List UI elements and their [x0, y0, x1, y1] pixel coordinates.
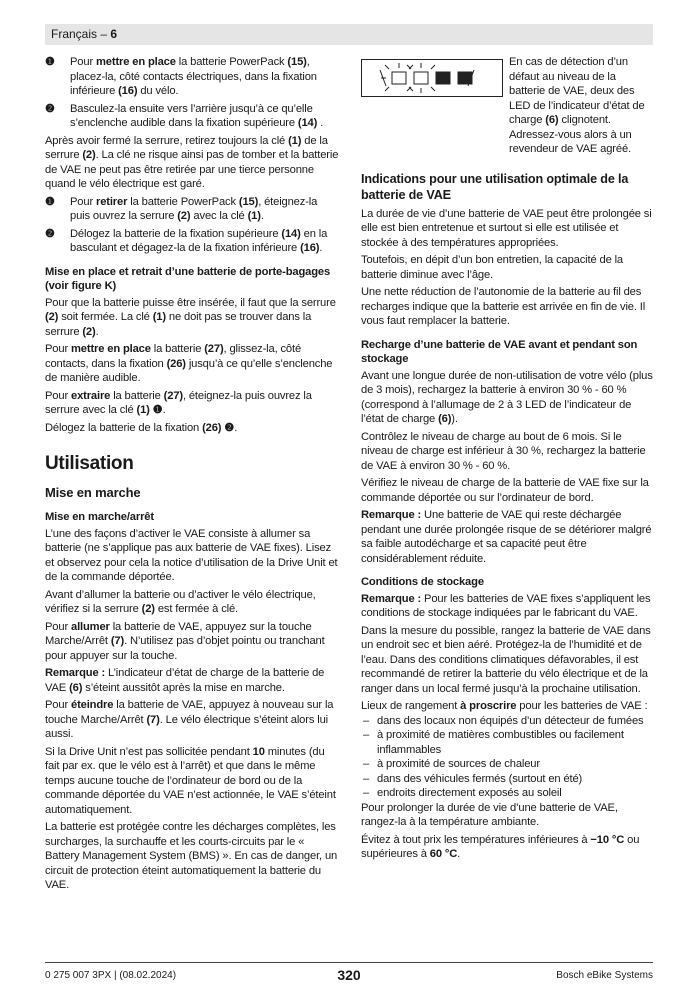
onoff-paragraph-3 [45, 620, 340, 664]
led-remark-text [509, 55, 653, 157]
text: Pour [70, 195, 96, 208]
bold-text: (2) [82, 149, 96, 161]
text: ou supérieures à [361, 833, 640, 860]
text: en la basculant et dégagez-la de la fixation inférieure [70, 227, 328, 254]
onoff-paragraph-5 [45, 698, 340, 742]
text: , éteignez-la puis ouvrez la serrure avec la clé [45, 389, 312, 416]
left-column [45, 55, 340, 896]
dash-bullet: – [363, 772, 370, 785]
step-insert-1 [45, 55, 340, 99]
text: , éteignez-la puis ouvrez la serrure [70, 195, 318, 222]
battery-led-indicator-icon [361, 59, 503, 97]
text: la batterie de VAE, appuyez à nouveau sur la touche Marche/Arrêt [45, 699, 334, 726]
bold-text: (6) [438, 413, 452, 425]
text: . [95, 325, 99, 338]
text: . N’utilisez pas d’objet pointu ou tranchant pour appuyer sur la touche. [45, 635, 325, 662]
bold-text: (16) [118, 85, 138, 97]
optimal-use-heading: Indications pour une utilisation optimale de la batterie de VAE [361, 171, 629, 202]
bold-text: (2) [82, 325, 96, 338]
text: Après avoir fermé la serrure, retirez toujours la clé [45, 134, 289, 147]
text: Une batterie de VAE qui reste déchargée pendant une durée prolongée risque de se détériorer malgré sa faible autodécharge et sa capacité peut être considérablement réduite. [361, 509, 652, 565]
onoff-paragraph-4 [45, 666, 340, 695]
header-separator: – [97, 27, 111, 41]
bold-text: (2) [141, 603, 155, 615]
step-number: ❶ [45, 195, 55, 208]
bold-text: retirer [96, 195, 128, 208]
page-footer [45, 968, 653, 986]
charge-paragraph-4 [361, 508, 653, 566]
text: ). [451, 413, 458, 425]
dash-bullet: – [363, 729, 370, 741]
text: Pour [45, 620, 71, 633]
bold-text: allumer [71, 620, 110, 633]
step-number: ❷ [45, 227, 55, 240]
text: . [260, 210, 264, 222]
bold-text: (15) [238, 195, 259, 208]
text: Pour [70, 56, 96, 68]
text: , glissez-la, côté contacts, dans la fixation [45, 343, 302, 370]
text: Si la Drive Unit n’est pas sollicitée pendant [45, 745, 253, 758]
charge-paragraph-3: Vérifiez le niveau de charge de la batterie de VAE fixe sur la commande déportée ou sur l’ordinateur de bord. [361, 477, 649, 504]
dash-bullet: – [363, 714, 370, 727]
right-column [361, 55, 653, 865]
step-number: ❶ [45, 56, 55, 68]
list-item-text: à proximité de sources de chaleur [377, 758, 540, 770]
step-remove-1 [45, 195, 340, 224]
bold-text: Remarque : [361, 509, 422, 521]
bold-text: extraire [71, 389, 111, 402]
text: pour les batteries de VAE : [516, 700, 648, 712]
bold-text: mettre en place [71, 343, 151, 355]
footer-doc-id: 0 275 007 3PX | (08.02.2024) [45, 970, 177, 981]
carrier-paragraph-4 [45, 421, 340, 436]
dash-bullet: – [363, 758, 370, 770]
bold-text: 60 °C [429, 848, 458, 860]
list-item [361, 714, 653, 729]
text: la batterie [150, 343, 205, 355]
section-title: Utilisation [45, 453, 134, 474]
text: la batterie de VAE, appuyez sur la touche Marche/Arrêt [45, 620, 312, 647]
text: la batterie PowerPack [175, 56, 288, 68]
optimal-paragraph-1: La durée de vie d’une batterie de VAE peut être prolongée si elle est bien entretenue et surtout si elle est utilisée et stockée à des températures appropriées. [361, 207, 652, 249]
text: , placez-la, côté contacts électriques, dans la fixation inférieure [70, 56, 317, 97]
bold-text: à proscrire [460, 700, 517, 712]
bold-text: (1) ❶ [136, 404, 163, 416]
text: s’éteint aussitôt après la mise en marche. [82, 681, 285, 694]
text: jusqu’à ce qu’elle s’enclenche de manière audible. [45, 357, 333, 384]
bold-text: 10 [252, 745, 265, 758]
text: avec la clé [190, 210, 248, 222]
storage-paragraph-3 [361, 699, 653, 714]
carrier-heading: Mise en place et retrait d’une batterie de porte-bagages (voir figure K) [45, 265, 331, 292]
subsection-title: Mise en marche [45, 485, 141, 500]
optimal-paragraph-3: Une nette réduction de l’autonomie de la batterie au fil des recharges indique que la batterie est arrivée en fin de vie. Il vous faut remplacer la batterie. [361, 286, 646, 327]
charge-heading: Recharge d’une batterie de VAE avant et pendant son stockage [361, 338, 638, 365]
onoff-heading: Mise en marche/arrêt [45, 511, 154, 523]
charge-paragraph-2: Contrôlez le niveau de charge au bout de 6 mois. Si le niveau de charge est inférieur à 30 %, rechargez la batterie de VAE à environ 30 % - 60 %. [361, 430, 646, 472]
bold-text: −10 °C [590, 833, 625, 846]
storage-heading: Conditions de stockage [361, 576, 484, 588]
footer-rule [45, 962, 653, 963]
list-item-text: à proximité de matières combustibles ou facilement inflammables [377, 729, 624, 756]
bold-text: (1) [288, 134, 302, 147]
carrier-paragraph-2 [45, 342, 340, 386]
list-item-text: dans des locaux non équipés d’un détecteur de fumées [377, 714, 644, 727]
storage-list [361, 714, 653, 801]
bold-text: éteindre [71, 699, 114, 711]
onoff-paragraph-1: L’une des façons d’activer le VAE consiste à allumer sa batterie (ne s’applique pas aux batterie de VAE fixes). Lisez et observez pour cela la notice d’utilisation de la Drive Unit et de la commande déportée. [45, 527, 338, 583]
text: ne doit pas se trouver dans la serrure [45, 311, 312, 338]
carrier-paragraph-1 [45, 296, 340, 340]
bold-text: (1) [152, 311, 166, 323]
text: Pour les batteries de VAE fixes s’appliquent les conditions de stockage indiquées par le fabricant du VAE. [361, 592, 651, 619]
led-remark [361, 55, 653, 157]
bold-text: (6) [545, 114, 559, 126]
text: . La clé ne risque ainsi pas de tomber et la batterie de VAE ne peut pas être retirée par une tierce personne quand le vélo électrique est garé. [45, 149, 339, 190]
bold-text: (7) [110, 635, 125, 647]
storage-paragraph-2: Dans la mesure du possible, rangez la batterie de VAE dans un endroit sec et bien aéré. Protégez-la de l’humidité et de l’eau. Dans des conditions climatiques défavorables, il est recommandé de retirer la batterie du vélo électrique et de la ranger dans un local fermé jusqu’à la prochaine utilisation. [361, 624, 651, 695]
list-item-text: dans des véhicules fermés (surtout en été) [377, 772, 583, 785]
text: minutes (du fait par ex. que le vélo est à l’arrêt) et que dans le même temps aucune touche de l’ordinateur de bord ou de la commande déportée du VAE n’est actionnée, le VAE s’éteint automatiquement. [45, 745, 336, 816]
carrier-paragraph-3 [45, 389, 340, 418]
bold-text: Remarque : [361, 592, 422, 605]
onoff-paragraph-7: La batterie est protégée contre les décharges complètes, les surcharges, la surchauffe et les courts-circuits par le « Battery Management System (BMS) ». En cas de danger, un circuit de protection éteint automatiquement la batterie du VAE. [45, 821, 338, 891]
page-header [45, 24, 653, 45]
text: Pour que la batterie puisse être insérée, il faut que la serrure [45, 296, 336, 309]
text: la batterie [110, 389, 164, 402]
bold-text: (27) [163, 389, 183, 402]
step-insert-2 [45, 102, 340, 131]
text: En cas de détection d’un défaut au niveau de la batterie de VAE, deux des LED de l’indicateur d’état de charge [509, 56, 645, 126]
text: . [457, 848, 461, 860]
text: la batterie PowerPack [127, 195, 239, 208]
storage-paragraph-1 [361, 592, 653, 621]
text: Délogez la batterie de la fixation supérieure [70, 227, 282, 240]
text: Pour [45, 389, 71, 402]
text: Pour [45, 699, 71, 711]
list-item-text: endroits directement exposés au soleil [377, 787, 562, 799]
text: clignotent. Adressez-vous alors à un revendeur de VAE agréé. [509, 114, 632, 155]
footer-page-number: 320 [337, 967, 361, 983]
storage-paragraph-4: Pour prolonger la durée de vie d’une batterie de VAE, rangez-la à la température ambiante. [361, 801, 618, 828]
text: Lieux de rangement [361, 700, 461, 712]
bold-text: (7) [146, 713, 160, 726]
text: est fermée à clé. [154, 603, 238, 615]
text: Délogez la batterie de la fixation [45, 421, 203, 434]
bold-text: (6) [69, 681, 83, 694]
list-item [361, 786, 653, 801]
optimal-paragraph-2: Toutefois, en dépit d’un bon entretien, la capacité de la batterie diminue avec l’âge. [361, 254, 624, 281]
text: . [319, 242, 323, 254]
onoff-paragraph-6 [45, 745, 340, 818]
bold-text: (2) [177, 210, 191, 222]
text: Pour [45, 343, 71, 355]
dash-bullet: – [363, 787, 370, 799]
bold-text: (26) [166, 357, 186, 370]
text: du vélo. [137, 85, 179, 97]
bold-text: (16) [300, 242, 320, 254]
paragraph-after-lock [45, 134, 340, 192]
text: . [317, 117, 324, 129]
text: . [162, 404, 166, 416]
text: Avant une longue durée de non-utilisation de votre vélo (plus de 3 mois), rechargez la batterie à environ 30 % - 60 % (correspond à l’allumage de 2 à 3 LED de l’indicateur de l’état de charge [361, 369, 653, 425]
list-item [361, 772, 653, 787]
list-item [361, 757, 653, 772]
text: de la serrure [45, 134, 328, 161]
bold-text: (2) [45, 311, 59, 323]
step-remove-2 [45, 227, 340, 256]
text: Évitez à tout prix les températures inférieures à [361, 833, 591, 846]
bold-text: (1) [247, 210, 261, 222]
bold-text: (14) [281, 227, 301, 240]
bold-text: (14) [297, 117, 318, 129]
onoff-paragraph-2 [45, 588, 340, 617]
bold-text: (15) [287, 56, 307, 68]
header-language: Français [51, 27, 98, 41]
charge-paragraph-1 [361, 369, 653, 427]
header-page: 6 [110, 27, 118, 41]
text: Basculez-la ensuite vers l’arrière jusqu’à ce qu’elle s’enclenche audible dans la fixation supérieure [70, 102, 313, 129]
storage-paragraph-5 [361, 833, 653, 862]
footer-brand: Bosch eBike Systems [556, 970, 653, 981]
text: . [234, 421, 238, 434]
bold-text: Remarque : [45, 667, 106, 679]
bold-text: (27) [204, 343, 224, 355]
text: Avant d’allumer la batterie ou d’activer le vélo électrique, vérifiez si la serrure [45, 588, 316, 615]
step-number: ❷ [45, 102, 55, 115]
text: L’indicateur d’état de charge de la batterie de VAE [45, 667, 325, 694]
list-item [361, 728, 653, 757]
text: soit fermée. La clé [58, 311, 153, 323]
text: . Le vélo électrique s’éteint alors lui aussi. [45, 713, 328, 740]
bold-text: mettre en place [96, 56, 176, 68]
bold-text: (26) ❷ [202, 421, 235, 434]
